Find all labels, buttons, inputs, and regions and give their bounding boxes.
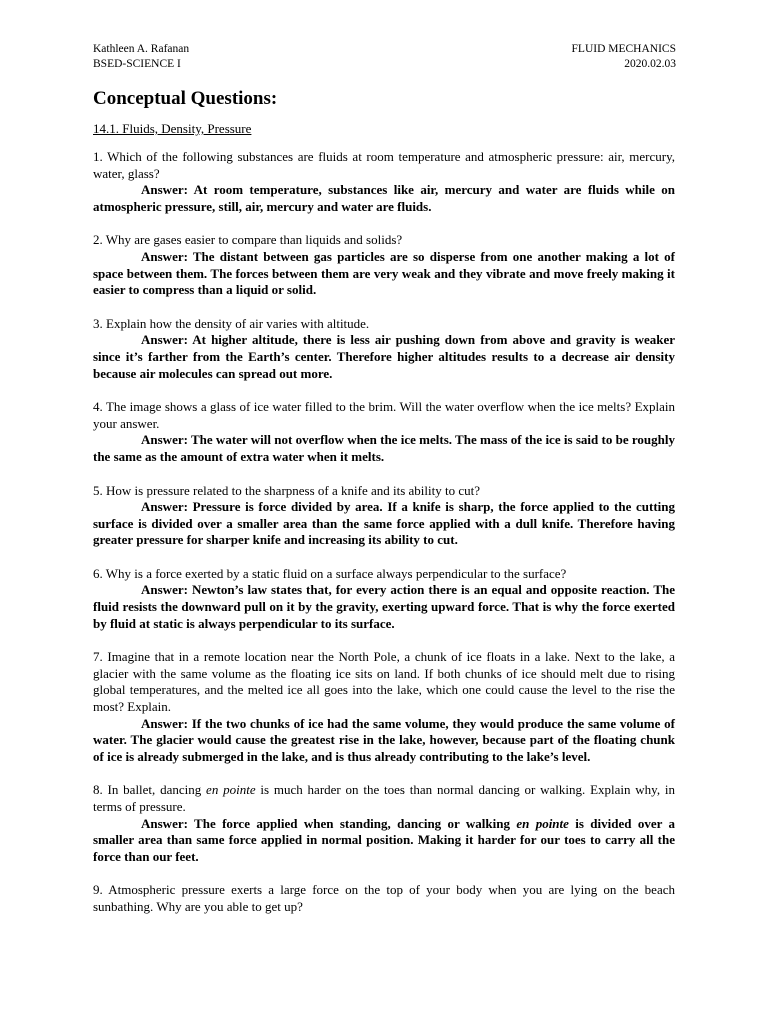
- answer-label: Answer:: [141, 499, 188, 515]
- answer-text: If the two chunks of ice had the same volume, they would produce the same volume of water. The glacier would cause the greatest rise in the lake, however, because part of the floating chunk of ice is already submerged in the lake, and is thus already contributing to the lake’s level.: [93, 715, 675, 764]
- answer-2: [93, 249, 675, 299]
- header-left: [93, 42, 189, 72]
- answer-label: Answer:: [141, 715, 188, 731]
- answer-7: [93, 716, 675, 766]
- answer-label: Answer:: [141, 815, 188, 831]
- answer-label: Answer:: [141, 582, 188, 598]
- answer-label: Answer:: [141, 248, 188, 264]
- course-name: BSED-SCIENCE I: [93, 58, 181, 70]
- italic-term: en pointe: [516, 815, 569, 831]
- answer-5: [93, 499, 675, 549]
- answer-text: At higher altitude, there is less air pushing down from above and gravity is weaker since it’s farther from the Earth’s center. Therefore higher altitudes results to a decrease air density because air molecules can spread out more.: [93, 332, 675, 381]
- answer-6: [93, 582, 675, 632]
- answer-label: Answer:: [141, 432, 188, 448]
- question-4: 4. The image shows a glass of ice water filled to the brim. Will the water overflow when the ice melts? Explain your answer.: [93, 399, 675, 431]
- answer-text: The water will not overflow when the ice melts. The mass of the ice is said to be roughly the same as the amount of extra water when it melts.: [93, 432, 675, 464]
- question-7: 7. Imagine that in a remote location near the North Pole, a chunk of ice floats in a lake. Next to the lake, a glacier with the same volume as the floating ice sits on land. If both chunks of ice should melt due to rising global temperatures, and the melted ice all goes into the lake, which one could cause the level to the rise the most? Explain.: [93, 649, 675, 715]
- page-title: Conceptual Questions:: [93, 88, 278, 109]
- questions-list: [93, 149, 675, 916]
- document-date: 2020.02.03: [624, 58, 676, 70]
- subject-name: FLUID MECHANICS: [571, 43, 676, 55]
- answer-text: Pressure is force divided by area. If a knife is sharp, the force applied to the cutting surface is divided over a smaller area than the same force applied with a dull knife. Therefore having greater pressure for sharper knife and increasing its ability to cut.: [93, 499, 675, 548]
- question-6: 6. Why is a force exerted by a static fluid on a surface always perpendicular to the surface?: [93, 565, 567, 581]
- answer-3: [93, 332, 675, 382]
- question-2: 2. Why are gases easier to compare than liquids and solids?: [93, 232, 403, 248]
- section-heading: 14.1. Fluids, Density, Pressure: [93, 121, 252, 136]
- question-9: 9. Atmospheric pressure exerts a large force on the top of your body when you are lying on the beach sunbathing. Why are you able to get up?: [93, 882, 675, 914]
- answer-text: Newton’s law states that, for every action there is an equal and opposite reaction. The fluid resists the downward pull on it by the gravity, exerting upward force. That is why the force exerted by fluid at static is always perpendicular to its surface.: [93, 582, 675, 631]
- answer-8: Answer: The force applied when standing, dancing or walking en pointe is divided over a smaller area than same force applied in normal position. Making it harder for our toes to carry all the force than our feet.: [93, 815, 675, 864]
- answer-text: At room temperature, substances like air, mercury and water are fluids while on atmospheric pressure, still, air, mercury and water are fluids.: [93, 182, 675, 214]
- question-5: 5. How is pressure related to the sharpness of a knife and its ability to cut?: [93, 482, 481, 498]
- answer-4: [93, 432, 675, 465]
- answer-label: Answer:: [141, 332, 188, 348]
- question-1: 1. Which of the following substances are fluids at room temperature and atmospheric pressure: air, mercury, water, glass?: [93, 149, 675, 181]
- answer-label: Answer:: [141, 182, 188, 198]
- answer-1: [93, 182, 675, 215]
- author-name: Kathleen A. Rafanan: [93, 43, 190, 55]
- question-3: 3. Explain how the density of air varies with altitude.: [93, 315, 370, 331]
- answer-text: The distant between gas particles are so disperse from one another making a lot of space between them. The forces between them are very weak and they vibrate and move freely making it easier to compress than a liquid or solid.: [93, 248, 675, 298]
- question-8: 8. In ballet, dancing en pointe is much harder on the toes than normal dancing or walking. Explain why, in terms of pressure.: [93, 782, 675, 814]
- italic-term: en pointe: [206, 782, 256, 798]
- header-right: [572, 42, 676, 72]
